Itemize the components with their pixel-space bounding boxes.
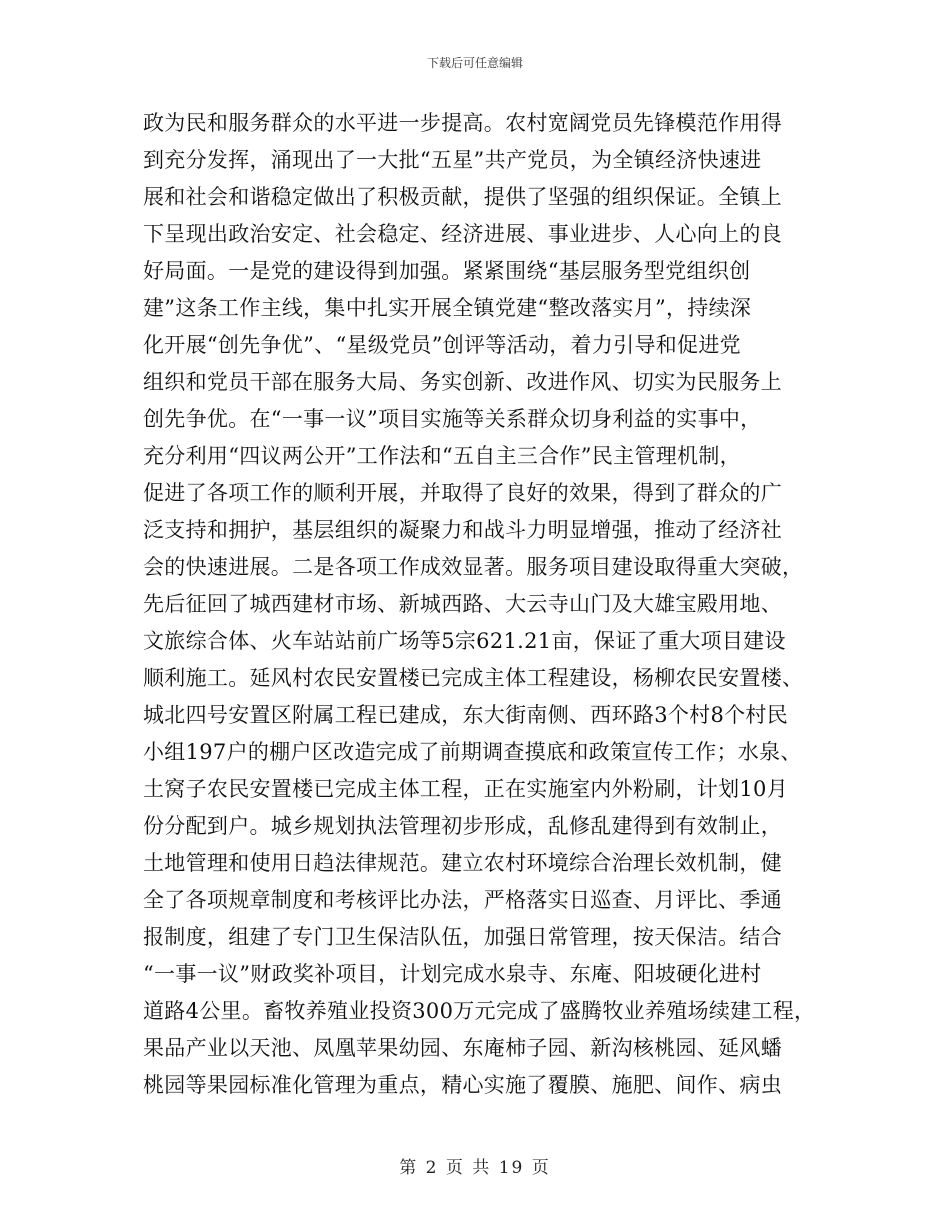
body-line: “一事一议”财政奖补项目，计划完成水泉寺、东庵、阳坡硬化进村 xyxy=(143,962,762,986)
body-line: 城北四号安置区附属工程已建成，东大街南侧、西环路3个村8个村民 xyxy=(143,703,789,727)
body-line: 桃园等果园标准化管理为重点，精心实施了覆膜、施肥、间作、病虫 xyxy=(143,1073,782,1097)
page-header: 下载后可任意编辑 xyxy=(426,56,523,70)
body-line: 土地管理和使用日趋法律规范。建立农村环境综合治理长效机制，健 xyxy=(143,851,782,875)
body-line: 促进了各项工作的顺利开展，并取得了良好的效果，得到了群众的广 xyxy=(143,481,782,505)
body-line: 报制度，组建了专门卫生保洁队伍，加强日常管理，按天保洁。结合 xyxy=(143,925,782,949)
body-line: 展和社会和谐稳定做出了积极贡献，提供了坚强的组织保证。全镇上 xyxy=(143,185,782,209)
body-line: 会的快速进展。二是各项工作成效显著。服务项目建设取得重大突破， xyxy=(143,555,804,579)
body-line: 充分利用“四议两公开”工作法和“五自主三合作”民主管理机制， xyxy=(143,444,741,468)
body-line: 文旅综合体、火车站站前广场等5宗621.21亩，保证了重大项目建设 xyxy=(143,629,786,653)
body-line: 先后征回了城西建材市场、新城西路、大云寺山门及大雄宝殿用地、 xyxy=(143,592,782,616)
body-line: 土窝子农民安置楼已完成主体工程，正在实施室内外粉刷，计划10月 xyxy=(143,777,789,801)
body-line: 顺利施工。延风村农民安置楼已完成主体工程建设，杨柳农民安置楼、 xyxy=(143,666,804,690)
body-line: 到充分发挥，涌现出了一大批“五星”共产党员，为全镇经济快速进 xyxy=(143,148,762,172)
body-line: 好局面。一是党的建设得到加强。紧紧围绕“基层服务型党组织创 xyxy=(143,259,751,283)
body-line: 果品产业以天池、凤凰苹果幼园、东庵柿子园、新沟核桃园、延风蟠 xyxy=(143,1036,782,1060)
body-line: 小组197户的棚户区改造完成了前期调查摸底和政策宣传工作；水泉、 xyxy=(143,740,802,764)
body-line: 建”这条工作主线，集中扎实开展全镇党建“整改落实月”，持续深 xyxy=(143,296,752,320)
body-line: 全了各项规章制度和考核评比办法，严格落实日巡查、月评比、季通 xyxy=(143,888,782,912)
body-line: 创先争优。在“一事一议”项目实施等关系群众切身利益的实事中， xyxy=(143,407,762,431)
body-line: 下呈现出政治安定、社会稳定、经济进展、事业进步、人心向上的良 xyxy=(143,222,782,246)
body-line: 组织和党员干部在服务大局、务实创新、改进作风、切实为民服务上 xyxy=(143,370,782,394)
body-line: 道路4公里。畜牧养殖业投资300万元完成了盛腾牧业养殖场续建工程， xyxy=(143,999,816,1023)
body-line: 化开展“创先争优”、“星级党员”创评等活动，着力引导和促进党 xyxy=(143,333,741,357)
body-line: 份分配到户。城乡规划执法管理初步形成，乱修乱建得到有效制止， xyxy=(143,814,782,838)
page-number: 第 2 页 共 19 页 xyxy=(399,1158,551,1178)
body-line: 泛支持和拥护，基层组织的凝聚力和战斗力明显增强，推动了经济社 xyxy=(143,518,782,542)
body-line: 政为民和服务群众的水平进一步提高。农村宽阔党员先锋模范作用得 xyxy=(143,111,782,135)
